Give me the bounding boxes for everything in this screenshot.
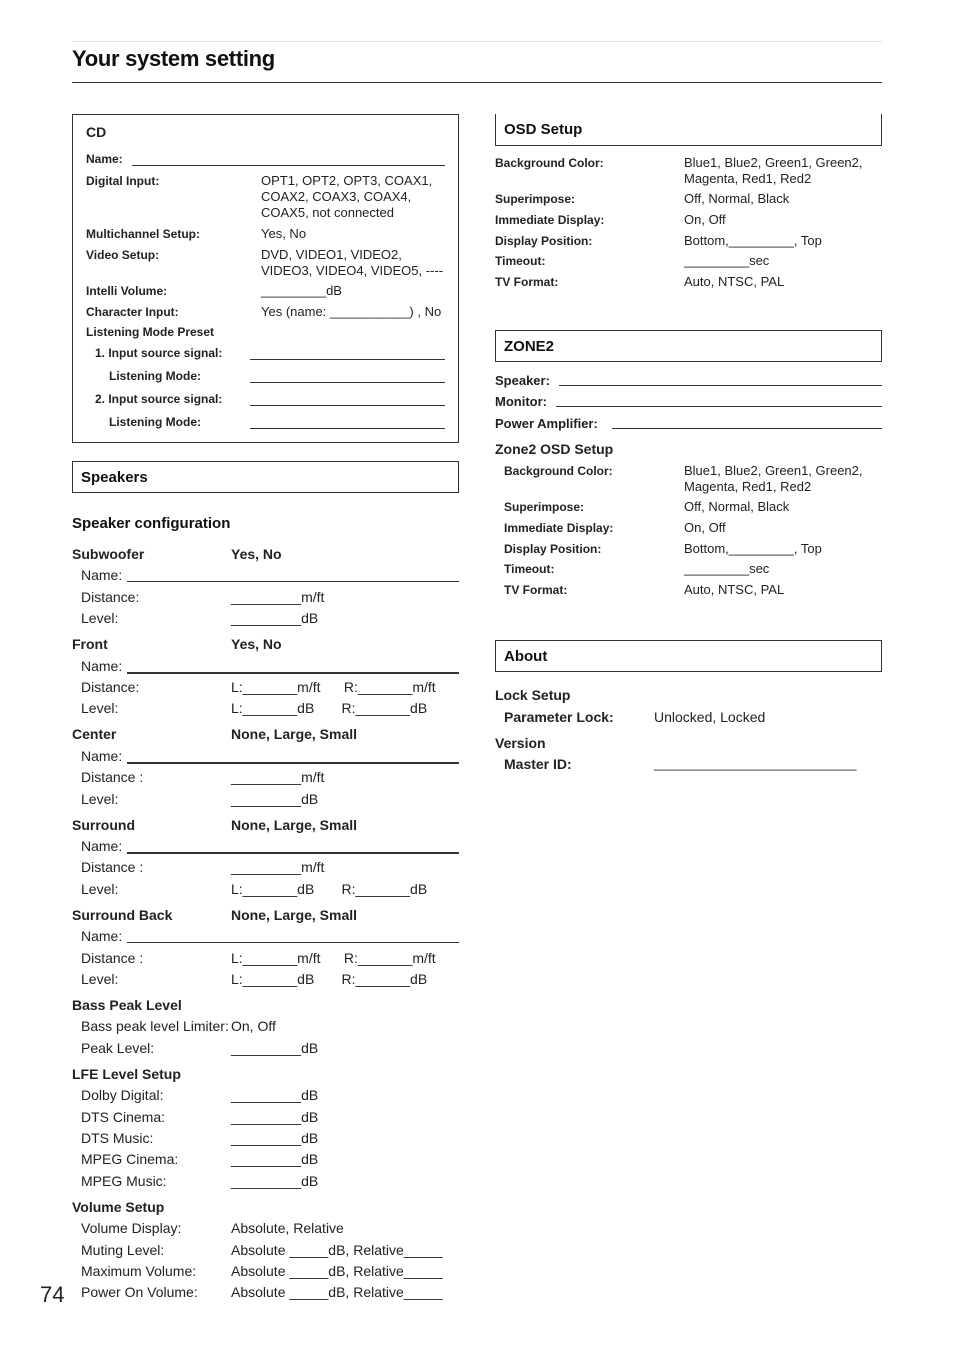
cd-digital-input-label: Digital Input:: [86, 174, 160, 188]
speaker-row-label: LFE Level Setup: [72, 1065, 181, 1082]
speaker-row-label: Bass peak level Limiter:: [81, 1018, 229, 1035]
cd-mode1-line: [250, 382, 445, 383]
setting-label: Superimpose:: [504, 500, 585, 514]
speaker-row-value: _________dB: [231, 790, 319, 807]
cd-intelli-label: Intelli Volume:: [86, 284, 168, 298]
setting-value: [684, 155, 863, 187]
setting-value: [684, 274, 784, 290]
setting-value-line: Off, Normal, Black: [684, 191, 790, 206]
zone2-speaker-label: Speaker:: [495, 373, 550, 388]
setting-label: TV Format:: [504, 583, 568, 598]
cd-src1-label: 1. Input source signal:: [95, 346, 223, 360]
speaker-row-value: _________m/ft: [231, 859, 325, 876]
speaker-row-label: Distance :: [81, 949, 144, 966]
speaker-row-value: Absolute _____dB, Relative_____: [231, 1284, 443, 1301]
speaker-row-label: Maximum Volume:: [81, 1263, 197, 1279]
zone2-heading-text: ZONE2: [504, 337, 555, 355]
speaker-row-value: Absolute, Relative: [231, 1220, 344, 1237]
speaker-name-line: [127, 672, 459, 674]
speaker-row-label: Volume Setup: [72, 1198, 165, 1215]
speakers-heading-text: Speakers: [81, 468, 148, 486]
zone2-amp-label: Power Amplifier:: [495, 416, 598, 431]
speaker-row-value: _________dB: [231, 1039, 319, 1056]
setting-value-line: Auto, NTSC, PAL: [684, 582, 785, 598]
setting-value: [684, 520, 726, 536]
speaker-row-value: On, Off: [231, 1018, 276, 1035]
cd-char-value: Yes (name: ___________) , No: [261, 304, 442, 319]
zone2-heading: [495, 330, 882, 362]
speaker-row-label: Subwoofer: [72, 546, 145, 562]
setting-label: TV Format:: [495, 275, 559, 290]
speaker-row-label: Level:: [81, 971, 119, 987]
speaker-row-value: _________dB: [231, 1108, 319, 1125]
zone2-speaker-line: [559, 385, 882, 386]
setting-value-line: On, Off: [684, 211, 726, 227]
speaker-row-value: None, Large, Small: [231, 726, 358, 743]
cd-lmp-label: Listening Mode Preset: [86, 325, 215, 339]
setting-value: [684, 212, 726, 228]
speaker-row-label: Level:: [81, 790, 119, 807]
speaker-row-label: Power On Volume:: [81, 1284, 198, 1301]
osd-heading: [495, 114, 882, 146]
speaker-row-value: L:_______m/ft R:_______m/ft: [231, 949, 436, 966]
speaker-row-label: DTS Music:: [81, 1130, 154, 1146]
cd-src2-line: [250, 405, 445, 406]
cd-char-label: Character Input:: [86, 305, 179, 319]
cd-intelli-value: _________dB: [261, 283, 342, 298]
setting-label: Timeout:: [504, 562, 555, 577]
speaker-row-value: _________m/ft: [231, 588, 325, 605]
speaker-row-value: _________dB: [231, 610, 319, 627]
setting-value: [684, 541, 822, 557]
zone2-osd-heading: Zone2 OSD Setup: [495, 441, 614, 457]
setting-value-line: Magenta, Red1, Red2: [684, 171, 812, 186]
speaker-row-label: Name:: [81, 928, 123, 945]
speaker-row-label: Dolby Digital:: [81, 1087, 164, 1104]
cd-video-label: Video Setup:: [86, 248, 160, 262]
lock-setup-heading: Lock Setup: [495, 687, 571, 703]
cd-video-line-2: VIDEO3, VIDEO4, VIDEO5, ----: [261, 263, 444, 278]
setting-label: Display Position:: [504, 541, 602, 556]
setting-value-line: Bottom,_________, Top: [684, 540, 822, 556]
cd-digital-input-line-1: OPT1, OPT2, OPT3, COAX1,: [261, 173, 433, 188]
zone2-monitor-label: Monitor:: [495, 394, 547, 409]
speaker-row-value: L:_______dB R:_______dB: [231, 700, 428, 717]
setting-value-line: Blue1, Blue2, Green1, Green2,: [684, 463, 863, 478]
speaker-row-label: MPEG Cinema:: [81, 1151, 179, 1168]
setting-label: Display Position:: [495, 233, 593, 248]
page-title: Your system setting: [72, 46, 275, 71]
cd-digital-input-value: [261, 173, 432, 221]
setting-value-line: Blue1, Blue2, Green1, Green2,: [684, 155, 863, 170]
speaker-row-label: Surround Back: [72, 906, 173, 923]
speaker-row-label: Center: [72, 726, 117, 743]
cd-multichannel-label: Multichannel Setup:: [86, 227, 200, 241]
setting-label: Timeout:: [495, 254, 546, 269]
speaker-row-value: Absolute _____dB, Relative_____: [231, 1241, 443, 1258]
cd-src2-label: 2. Input source signal:: [95, 392, 223, 406]
speaker-row-value: Yes, No: [231, 546, 282, 562]
zone2-monitor-line: [556, 406, 882, 407]
speaker-row-value: L:_______dB R:_______dB: [231, 880, 428, 897]
setting-value-line: _________sec: [684, 561, 770, 577]
speaker-row-value: None, Large, Small: [231, 816, 358, 833]
cd-mode2-line: [250, 428, 445, 429]
cd-src1-line: [250, 359, 445, 360]
page-number: 74: [40, 1282, 65, 1307]
speaker-row-value: L:_______dB R:_______dB: [231, 971, 428, 987]
speaker-row-value: Absolute _____dB, Relative_____: [231, 1263, 443, 1279]
osd-heading-text: OSD Setup: [504, 121, 583, 138]
speaker-row-label: Distance :: [81, 769, 144, 786]
version-heading: Version: [495, 735, 546, 751]
parameter-lock-label: Parameter Lock:: [504, 709, 614, 725]
setting-label: Background Color:: [504, 464, 613, 478]
speaker-row-label: Distance :: [81, 859, 144, 876]
master-id-value: ____________________________: [654, 756, 857, 771]
speaker-row-label: Volume Display:: [81, 1220, 182, 1237]
setting-value: [684, 233, 822, 249]
speaker-row-label: Distance:: [81, 588, 140, 605]
speaker-row-label: Muting Level:: [81, 1241, 165, 1258]
cd-heading: CD: [86, 124, 107, 140]
setting-value-line: Magenta, Red1, Red2: [684, 479, 812, 494]
speaker-row-label: Name:: [81, 567, 123, 584]
cd-mode2-label: Listening Mode:: [109, 415, 201, 429]
speaker-row-label: MPEG Music:: [81, 1172, 167, 1189]
speaker-row-label: Name:: [81, 657, 123, 674]
setting-value-line: Auto, NTSC, PAL: [684, 274, 785, 290]
cd-name-line: [132, 165, 445, 166]
speaker-row-value: _________dB: [231, 1087, 319, 1104]
setting-label: Background Color:: [495, 156, 604, 170]
setting-value-line: Bottom,_________, Top: [684, 232, 822, 248]
speakers-heading: [72, 461, 459, 493]
cd-digital-input-line-3: COAX5, not connected: [261, 205, 394, 220]
setting-value: [684, 499, 789, 515]
cd-video-value: [261, 247, 443, 279]
speaker-row-label: Level:: [81, 610, 119, 627]
speaker-row-label: Name:: [81, 747, 123, 764]
speaker-row-value: L:_______m/ft R:_______m/ft: [231, 679, 436, 695]
speaker-row-value: Yes, No: [231, 636, 282, 653]
top-hairline: [72, 41, 882, 42]
cd-name-label: Name:: [86, 152, 123, 166]
speaker-row-value: _________dB: [231, 1172, 319, 1189]
cd-digital-input-line-2: COAX2, COAX3, COAX4,: [261, 189, 412, 204]
parameter-lock-value: Unlocked, Locked: [654, 709, 766, 725]
speaker-row-label: Peak Level:: [81, 1039, 155, 1056]
setting-value-line: On, Off: [684, 519, 726, 535]
speaker-config-heading: Speaker configuration: [72, 515, 231, 532]
speaker-row-value: None, Large, Small: [231, 906, 358, 923]
zone2-amp-line: [612, 428, 882, 429]
speaker-name-line: [127, 581, 459, 582]
setting-value: [684, 463, 863, 495]
title-rule: [72, 82, 882, 83]
speaker-row-label: Level:: [81, 880, 119, 897]
setting-value: [684, 582, 784, 598]
speaker-row-label: Front: [72, 636, 108, 653]
setting-label: Immediate Display:: [495, 212, 605, 227]
speaker-name-line: [127, 762, 459, 764]
speaker-row-label: Surround: [72, 816, 135, 833]
setting-value: [684, 561, 769, 577]
setting-value-line: _________sec: [684, 253, 770, 269]
speaker-row-label: Name:: [81, 838, 123, 854]
setting-value-line: Off, Normal, Black: [684, 499, 790, 514]
speaker-row-label: DTS Cinema:: [81, 1108, 166, 1125]
speaker-name-line: [127, 852, 459, 854]
speaker-name-line: [127, 942, 459, 943]
setting-value: [684, 253, 769, 269]
speaker-row-label: Level:: [81, 700, 119, 717]
setting-label: Superimpose:: [495, 192, 576, 206]
speaker-row-value: _________dB: [231, 1151, 319, 1168]
speaker-row-label: Bass Peak Level: [72, 997, 182, 1013]
setting-label: Immediate Display:: [504, 520, 614, 535]
cd-multichannel-value: Yes, No: [261, 226, 307, 241]
speaker-row-label: Distance:: [81, 679, 140, 695]
about-heading-text: About: [504, 647, 548, 665]
speaker-row-value: _________m/ft: [231, 769, 325, 786]
cd-video-line-1: DVD, VIDEO1, VIDEO2,: [261, 247, 402, 262]
master-id-label: Master ID:: [504, 756, 572, 772]
setting-value: [684, 191, 789, 207]
speaker-row-value: _________dB: [231, 1130, 319, 1146]
cd-mode1-label: Listening Mode:: [109, 369, 201, 383]
about-heading: [495, 640, 882, 672]
